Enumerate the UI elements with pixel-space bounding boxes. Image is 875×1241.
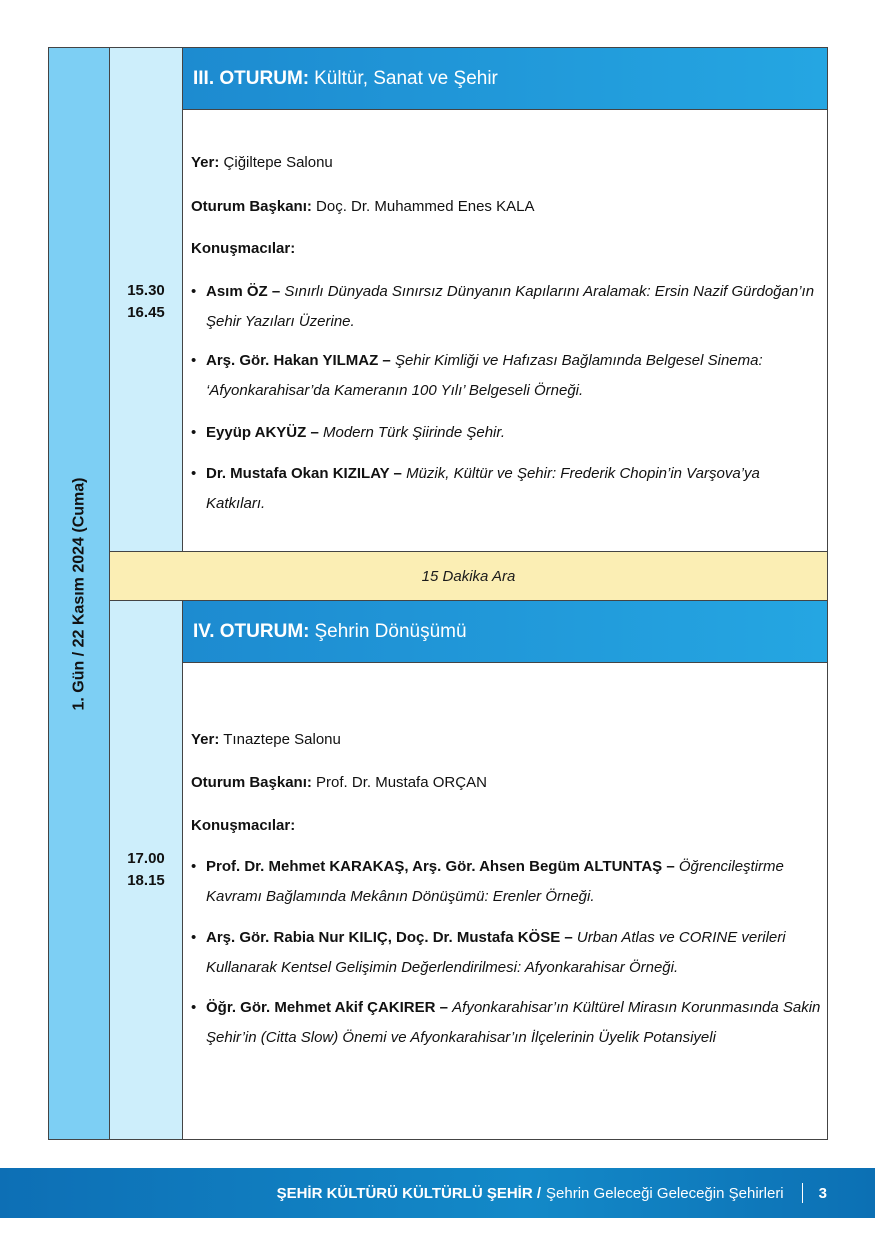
- venue-label: Yer:: [191, 731, 220, 748]
- speakers-label: Konuşmacılar:: [191, 817, 296, 834]
- talk-title: Afyonkarahisar’ın Kültürel Mirasın Korunmasında Sakin Şehir’in (Citta Slow) Önemi ve Afyonkarahisar’ın İlçelerinin Üyelik Potansiyeli: [206, 999, 821, 1046]
- venue-line: [191, 731, 341, 748]
- time-end: 16.45: [127, 304, 165, 321]
- break-row: [109, 551, 828, 601]
- list-item: • Arş. Gör. Hakan YILMAZ – Şehir Kimliği ve Hafızası Bağlamında Belgesel Sinema: ‘Afyonkarahisar’da Kameranın 100 Yılı’ Belgeseli Örneği.: [191, 352, 763, 399]
- chair: Doç. Dr. Muhammed Enes KALA: [316, 198, 535, 215]
- venue-label: Yer:: [191, 154, 220, 171]
- session-header: [182, 600, 828, 663]
- time-start: 17.00: [127, 850, 165, 867]
- session-time: [109, 848, 183, 892]
- footer-subtitle: Şehrin Geleceği Geleceğin Şehirleri: [546, 1184, 784, 1202]
- speakers-heading: [191, 240, 295, 257]
- session-title: Şehrin Dönüşümü: [314, 620, 467, 642]
- day-label-wrapper: [48, 47, 110, 1140]
- chair-label: Oturum Başkanı:: [191, 198, 312, 215]
- speaker: Asım ÖZ –: [206, 283, 281, 300]
- talk-title: Şehir Kimliği ve Hafızası Bağlamında Belgesel Sinema: ‘Afyonkarahisar’da Kameranın 100 Yılı’ Belgeseli Örneği.: [206, 352, 763, 399]
- speakers-label: Konuşmacılar:: [191, 240, 296, 257]
- page-number: 3: [818, 1184, 827, 1202]
- page-footer: [0, 1168, 875, 1218]
- chair-label: Oturum Başkanı:: [191, 774, 312, 791]
- session-title-prefix: III. OTURUM:: [193, 67, 310, 89]
- time-end: 18.15: [127, 872, 165, 889]
- day-label: 1. Gün / 22 Kasım 2024 (Cuma): [70, 477, 88, 710]
- talk-title: Modern Türk Şiirinde Şehir.: [322, 424, 505, 441]
- speaker: Öğr. Gör. Mehmet Akif ÇAKIRER –: [206, 999, 448, 1016]
- session-title-prefix: IV. OTURUM:: [193, 620, 310, 642]
- speaker: Dr. Mustafa Okan KIZILAY –: [206, 465, 402, 482]
- list-item: • Dr. Mustafa Okan KIZILAY – Müzik, Kültür ve Şehir: Frederik Chopin’in Varşova’ya Katkıları.: [191, 465, 760, 512]
- break-label: 15 Dakika Ara: [421, 567, 516, 585]
- chair-line: [191, 198, 534, 215]
- speaker: Eyyüp AKYÜZ –: [206, 424, 319, 441]
- footer-brand: ŞEHİR KÜLTÜRÜ KÜLTÜRLÜ ŞEHİR /: [276, 1184, 542, 1202]
- footer-divider: [802, 1183, 803, 1203]
- speakers-heading: [191, 817, 295, 834]
- talk-title: Urban Atlas ve CORINE verileri Kullanarak Kentsel Gelişimin Değerlendirilmesi: Afyonkarahisar Örneği.: [206, 929, 786, 976]
- venue-line: [191, 154, 333, 171]
- list-item: • Arş. Gör. Rabia Nur KILIÇ, Doç. Dr. Mustafa KÖSE – Urban Atlas ve CORINE verileri Kullanarak Kentsel Gelişimin Değerlendirilmesi: Afyonkarahisar Örneği.: [191, 929, 786, 976]
- talk-title: Müzik, Kültür ve Şehir: Frederik Chopin’in Varşova’ya Katkıları.: [206, 465, 760, 512]
- speaker: Arş. Gör. Hakan YILMAZ –: [206, 352, 391, 369]
- list-item: • Asım ÖZ – Sınırlı Dünyada Sınırsız Dünyanın Kapılarını Aralamak: Ersin Nazif Gürdoğan’ın Şehir Yazıları Üzerine.: [191, 283, 815, 330]
- session-title: Kültür, Sanat ve Şehir: [314, 67, 498, 89]
- session-header: [182, 47, 828, 110]
- talk-title: Sınırlı Dünyada Sınırsız Dünyanın Kapılarını Aralamak: Ersin Nazif Gürdoğan’ın Şehir Yazıları Üzerine.: [206, 283, 815, 330]
- talk-title: Öğrencileştirme Kavramı Bağlamında Mekânın Dönüşümü: Erenler Örneği.: [206, 858, 784, 905]
- time-start: 15.30: [127, 282, 165, 299]
- list-item: • Prof. Dr. Mehmet KARAKAŞ, Arş. Gör. Ahsen Begüm ALTUNTAŞ – Öğrencileştirme Kavramı Bağlamında Mekânın Dönüşümü: Erenler Örneği.: [191, 858, 784, 905]
- list-item: • Eyyüp AKYÜZ – Modern Türk Şiirinde Şehir.: [191, 424, 505, 441]
- list-item: • Öğr. Gör. Mehmet Akif ÇAKIRER – Afyonkarahisar’ın Kültürel Mirasın Korunmasında Sakin Şehir’in (Citta Slow) Önemi ve Afyonkarahisar’ın İlçelerinin Üyelik Potansiyeli: [191, 999, 821, 1046]
- chair: Prof. Dr. Mustafa ORÇAN: [316, 774, 487, 791]
- venue: Tınaztepe Salonu: [223, 731, 341, 748]
- session-time: [109, 280, 183, 324]
- venue: Çiğiltepe Salonu: [223, 154, 333, 171]
- chair-line: [191, 774, 487, 791]
- speaker: Arş. Gör. Rabia Nur KILIÇ, Doç. Dr. Mustafa KÖSE –: [206, 929, 573, 946]
- speaker: Prof. Dr. Mehmet KARAKAŞ, Arş. Gör. Ahsen Begüm ALTUNTAŞ –: [206, 858, 675, 875]
